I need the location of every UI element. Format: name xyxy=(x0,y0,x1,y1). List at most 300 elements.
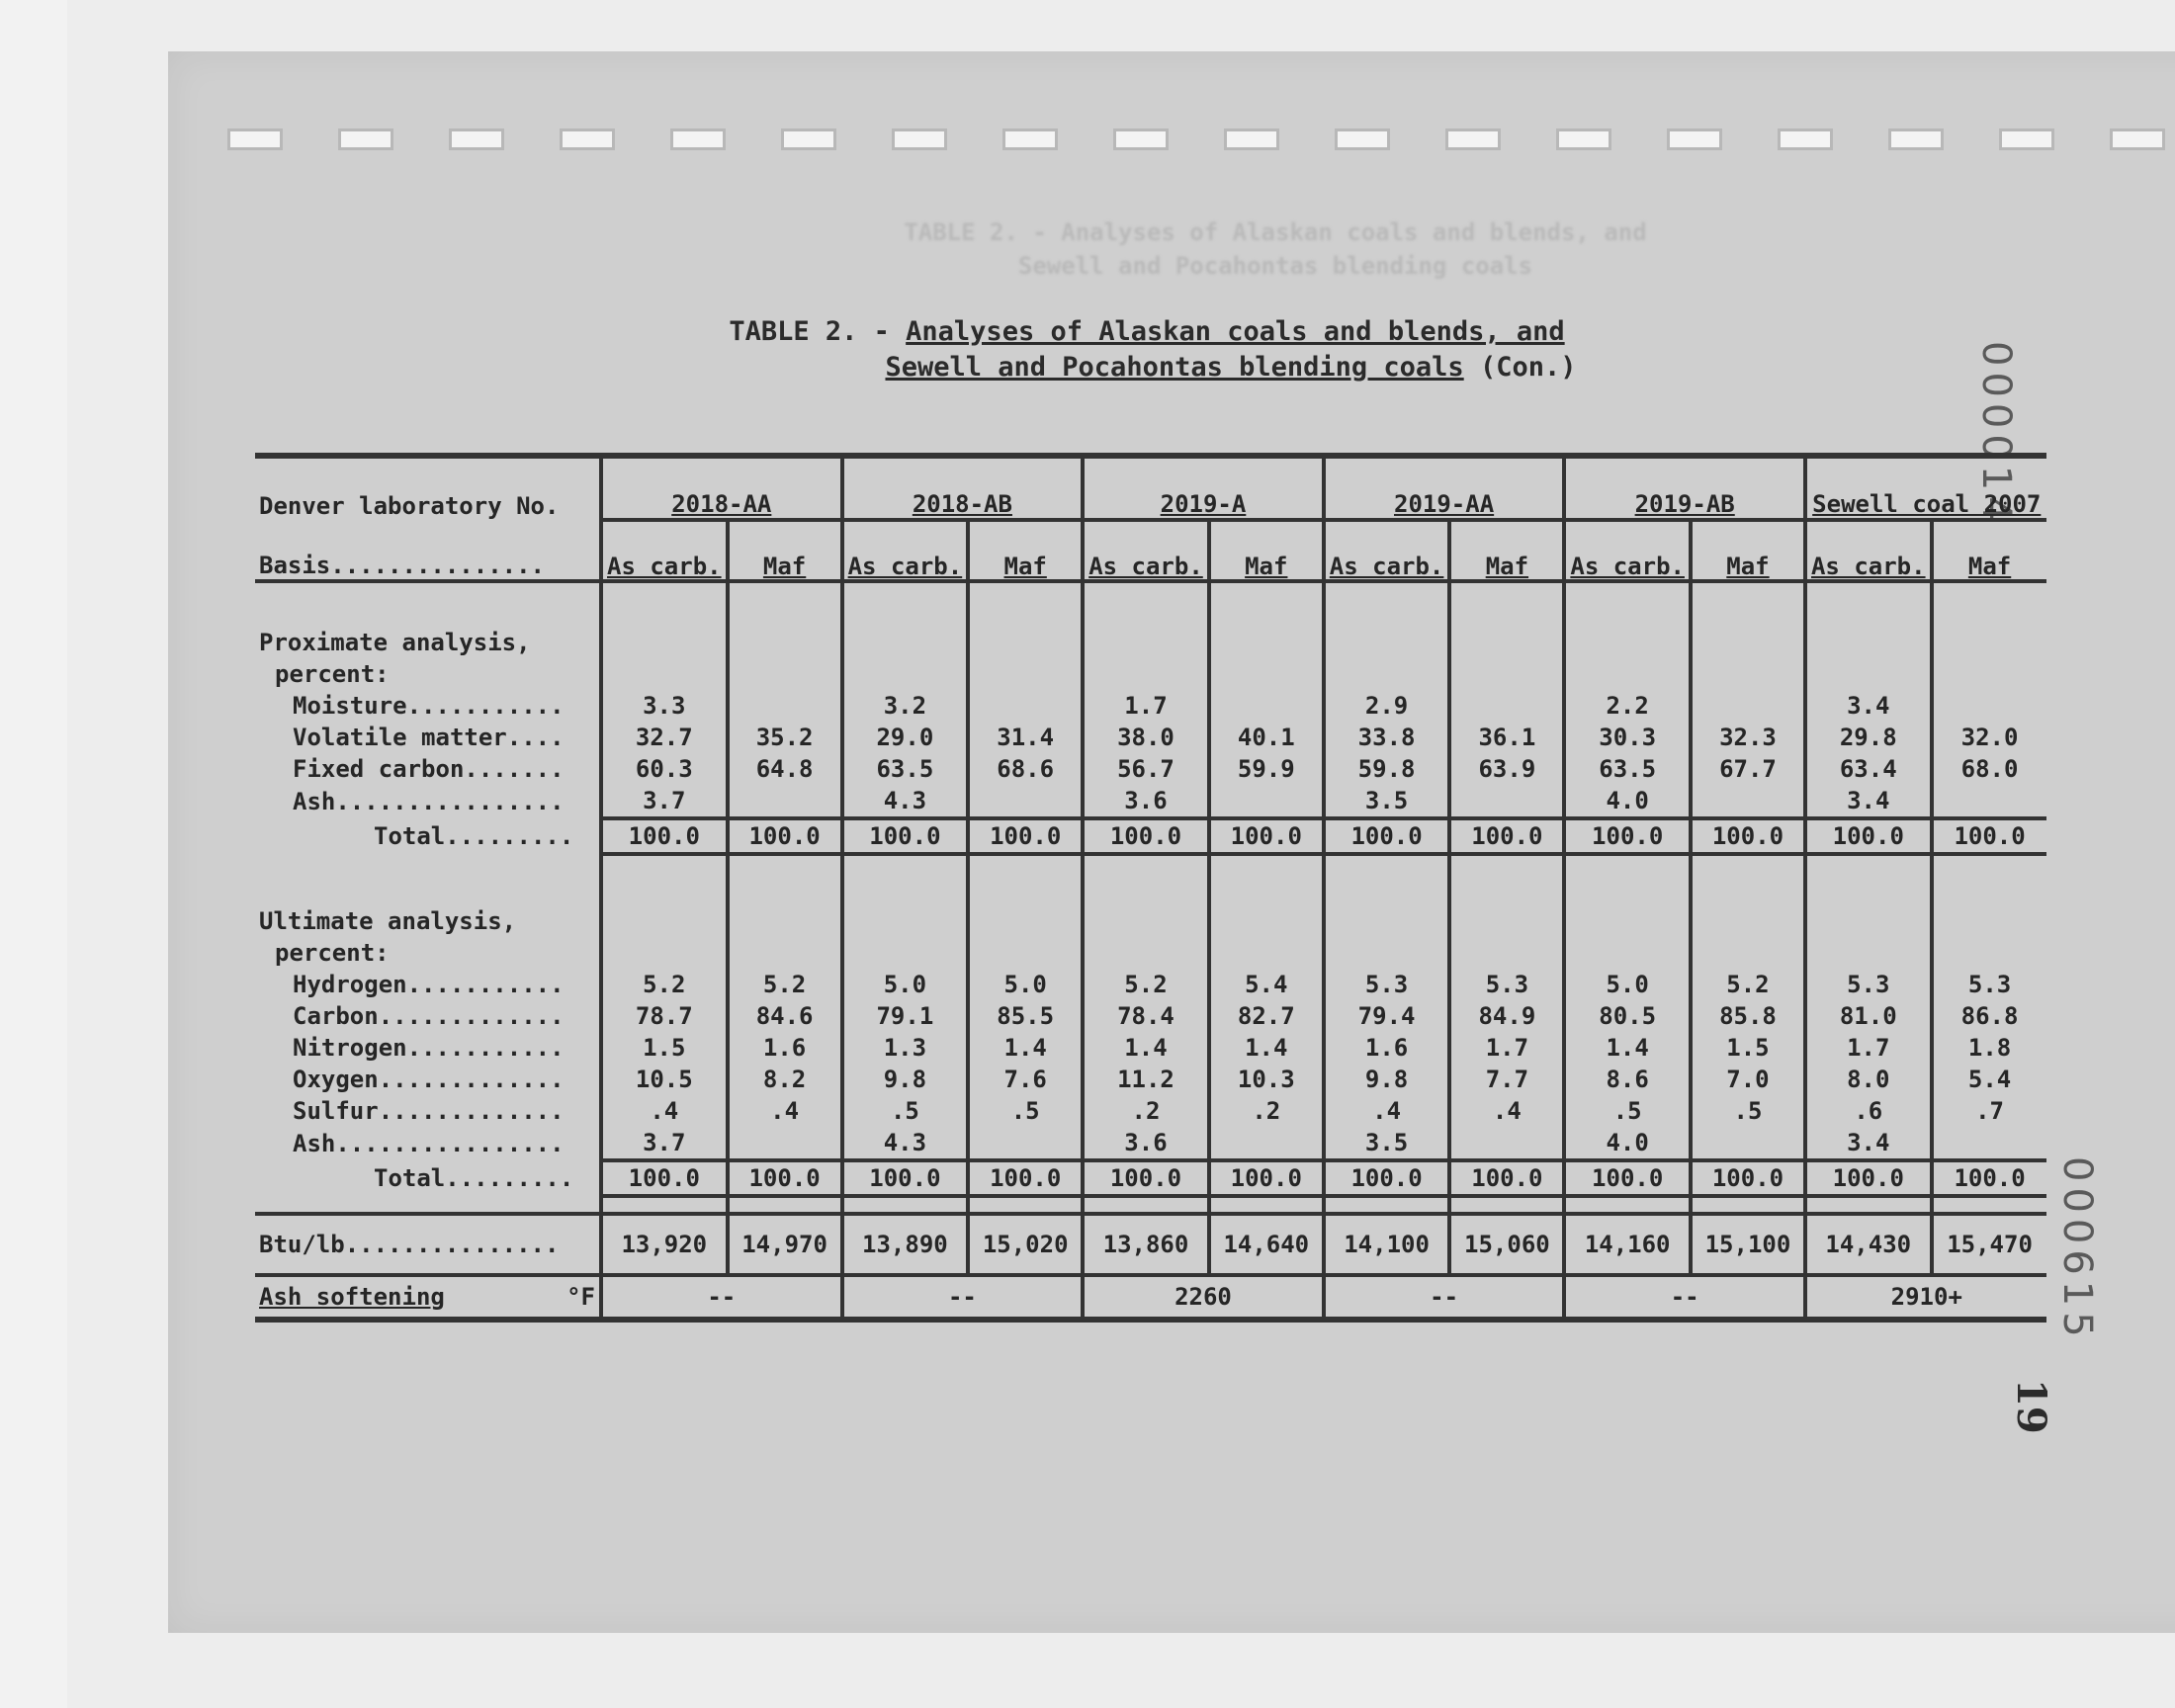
value-cell: 5.4 xyxy=(1932,1064,2046,1095)
perforation-mark xyxy=(227,128,283,150)
value-cell: 36.1 xyxy=(1449,722,1564,753)
value-cell: 10.3 xyxy=(1209,1064,1324,1095)
ultimate-percent xyxy=(255,937,2046,969)
spacer-cell xyxy=(601,1196,728,1214)
perforation-mark xyxy=(1999,128,2054,150)
spacer-cell xyxy=(1691,1196,1805,1214)
spacer-row xyxy=(255,854,2046,905)
btu-value-cell: 14,970 xyxy=(728,1214,842,1275)
spacer-cell xyxy=(601,581,728,627)
value-cell xyxy=(1691,690,1805,722)
spacer-cell xyxy=(1209,905,1324,937)
value-cell: 3.7 xyxy=(601,1127,728,1160)
header-row-lab-no xyxy=(255,456,2046,520)
spacer-cell xyxy=(1932,658,2046,690)
spacer-cell xyxy=(1805,905,1932,937)
ash-softening-value: -- xyxy=(1324,1275,1565,1320)
title-line-1: Analyses of Alaskan coals and blends, and xyxy=(906,316,1565,347)
spacer-cell xyxy=(842,627,969,658)
proximate-row-label: Volatile matter.... xyxy=(293,724,565,751)
perforation-mark xyxy=(1667,128,1722,150)
perforation-mark xyxy=(781,128,836,150)
total-value-cell: 100.0 xyxy=(1083,1160,1209,1196)
proximate-row xyxy=(255,690,2046,722)
spacer-cell xyxy=(968,905,1083,937)
spacer-cell xyxy=(1209,581,1324,627)
proximate-percent xyxy=(255,658,2046,690)
spacer-cell xyxy=(728,627,842,658)
value-cell: 9.8 xyxy=(1324,1064,1450,1095)
btu-label: Btu/lb............... xyxy=(255,1214,601,1275)
perforation-mark xyxy=(1002,128,1058,150)
lab-no-label: Denver laboratory No. xyxy=(259,492,560,520)
spacer-cell xyxy=(1209,937,1324,969)
ultimate-row xyxy=(255,1095,2046,1127)
spacer-cell xyxy=(1805,581,1932,627)
spacer-cell xyxy=(1564,1196,1691,1214)
value-cell: 4.3 xyxy=(842,785,969,818)
ash-softening-value: 2910+ xyxy=(1805,1275,2046,1320)
value-cell: 85.5 xyxy=(968,1000,1083,1032)
basis-as-carb-header: As carb. xyxy=(1083,520,1209,581)
spacer-cell xyxy=(1209,627,1324,658)
value-cell: 5.3 xyxy=(1932,969,2046,1000)
value-cell: 9.8 xyxy=(842,1064,969,1095)
value-cell: 1.4 xyxy=(1564,1032,1691,1064)
value-cell: 63.5 xyxy=(842,753,969,785)
value-cell: 2.9 xyxy=(1324,690,1450,722)
spacer-cell xyxy=(1324,905,1450,937)
value-cell: .4 xyxy=(1324,1095,1450,1127)
spacer-cell xyxy=(1564,658,1691,690)
page-number: 19 xyxy=(2008,1379,2054,1434)
spacer-cell xyxy=(842,905,969,937)
spacer-cell xyxy=(1083,854,1209,905)
value-cell: 59.9 xyxy=(1209,753,1324,785)
value-cell: 84.6 xyxy=(728,1000,842,1032)
value-cell: 3.4 xyxy=(1805,1127,1932,1160)
spacer-cell xyxy=(601,854,728,905)
spacer-cell xyxy=(1324,581,1450,627)
value-cell xyxy=(1932,1127,2046,1160)
spacer-cell xyxy=(842,581,969,627)
btu-value-cell: 14,640 xyxy=(1209,1214,1324,1275)
spacer-cell xyxy=(1449,658,1564,690)
proximate-heading-label: Proximate analysis, xyxy=(259,629,531,656)
spacer-cell xyxy=(728,581,842,627)
spacer-cell xyxy=(255,581,601,627)
value-cell: 40.1 xyxy=(1209,722,1324,753)
value-cell xyxy=(1932,785,2046,818)
value-cell xyxy=(968,785,1083,818)
value-cell xyxy=(968,690,1083,722)
basis-maf-header: Maf xyxy=(968,520,1083,581)
total-value-cell: 100.0 xyxy=(728,818,842,854)
spacer-cell xyxy=(601,905,728,937)
total-value-cell: 100.0 xyxy=(1805,1160,1932,1196)
value-cell: 79.1 xyxy=(842,1000,969,1032)
btu-value-cell: 13,890 xyxy=(842,1214,969,1275)
basis-maf-header: Maf xyxy=(1932,520,2046,581)
sample-id-header: 2019-AA xyxy=(1324,456,1565,520)
spacer-cell xyxy=(1805,854,1932,905)
spacer-cell xyxy=(1805,937,1932,969)
value-cell: 68.6 xyxy=(968,753,1083,785)
value-cell: 5.2 xyxy=(728,969,842,1000)
spacer-cell xyxy=(968,658,1083,690)
value-cell: 5.0 xyxy=(968,969,1083,1000)
spacer-cell xyxy=(1083,1196,1209,1214)
spacer-cell xyxy=(842,854,969,905)
spacer-cell xyxy=(1324,627,1450,658)
spacer-cell xyxy=(1805,658,1932,690)
value-cell: 1.5 xyxy=(601,1032,728,1064)
spacer-cell xyxy=(1449,1196,1564,1214)
value-cell: 3.4 xyxy=(1805,690,1932,722)
value-cell: 3.6 xyxy=(1083,1127,1209,1160)
spacer-cell xyxy=(1324,658,1450,690)
value-cell: 1.5 xyxy=(1691,1032,1805,1064)
spacer-cell xyxy=(1083,627,1209,658)
value-cell: 3.3 xyxy=(601,690,728,722)
perforation-mark xyxy=(670,128,726,150)
basis-as-carb-header: As carb. xyxy=(601,520,728,581)
spacer-cell xyxy=(728,1196,842,1214)
spacer-cell xyxy=(1932,1196,2046,1214)
value-cell: 85.8 xyxy=(1691,1000,1805,1032)
value-cell: 1.7 xyxy=(1449,1032,1564,1064)
total-value-cell: 100.0 xyxy=(1209,818,1324,854)
header-row-basis xyxy=(255,520,2046,581)
value-cell: 63.9 xyxy=(1449,753,1564,785)
basis-as-carb-header: As carb. xyxy=(1324,520,1450,581)
basis-maf-header: Maf xyxy=(1449,520,1564,581)
ultimate-percent-label: percent: xyxy=(275,939,390,967)
total-value-cell: 100.0 xyxy=(842,1160,969,1196)
ultimate-heading xyxy=(255,905,2046,937)
spacer-cell xyxy=(842,937,969,969)
spacer-cell xyxy=(1564,854,1691,905)
spacer-cell xyxy=(1932,937,2046,969)
spacer-cell xyxy=(255,854,601,905)
value-cell: 1.8 xyxy=(1932,1032,2046,1064)
spacer-cell xyxy=(728,854,842,905)
btu-value-cell: 14,430 xyxy=(1805,1214,1932,1275)
ash-softening-label-cell xyxy=(255,1275,601,1320)
total-value-cell: 100.0 xyxy=(1564,1160,1691,1196)
value-cell: 1.6 xyxy=(728,1032,842,1064)
value-cell: 5.0 xyxy=(842,969,969,1000)
value-cell xyxy=(1449,690,1564,722)
value-cell: .5 xyxy=(1691,1095,1805,1127)
total-value-cell: 100.0 xyxy=(1449,1160,1564,1196)
spacer-row xyxy=(255,1196,2046,1214)
spacer-cell xyxy=(1324,937,1450,969)
value-cell xyxy=(728,1127,842,1160)
spacer-cell xyxy=(1691,937,1805,969)
value-cell: 79.4 xyxy=(1324,1000,1450,1032)
ultimate-row-label: Nitrogen........... xyxy=(293,1034,565,1062)
perforation-mark xyxy=(1113,128,1169,150)
sample-id-header: 2018-AB xyxy=(842,456,1084,520)
spacer-cell xyxy=(1932,581,2046,627)
spacer-cell xyxy=(1691,905,1805,937)
value-cell: 5.4 xyxy=(1209,969,1324,1000)
spacer-cell xyxy=(1691,658,1805,690)
value-cell: 38.0 xyxy=(1083,722,1209,753)
bleed-through-line: TABLE 2. - Analyses of Alaskan coals and blends, and xyxy=(904,218,1647,246)
spacer-cell xyxy=(728,937,842,969)
value-cell: 8.0 xyxy=(1805,1064,1932,1095)
spacer-cell xyxy=(255,1196,601,1214)
spacer-cell xyxy=(1449,627,1564,658)
spacer-cell xyxy=(1083,581,1209,627)
value-cell xyxy=(1209,785,1324,818)
ultimate-row-label: Hydrogen........... xyxy=(293,971,565,998)
value-cell: 2.2 xyxy=(1564,690,1691,722)
spacer-cell xyxy=(1564,905,1691,937)
value-cell: 1.6 xyxy=(1324,1032,1450,1064)
proximate-row-label: Ash................ xyxy=(293,788,565,815)
value-cell: 63.5 xyxy=(1564,753,1691,785)
value-cell: 86.8 xyxy=(1932,1000,2046,1032)
basis-as-carb-header: As carb. xyxy=(1564,520,1691,581)
ultimate-row xyxy=(255,1064,2046,1095)
perforation-mark xyxy=(892,128,947,150)
btu-value-cell: 15,470 xyxy=(1932,1214,2046,1275)
value-cell: .4 xyxy=(1449,1095,1564,1127)
value-cell: 1.7 xyxy=(1805,1032,1932,1064)
perforation-mark xyxy=(1445,128,1501,150)
btu-value-cell: 15,060 xyxy=(1449,1214,1564,1275)
perforation-mark xyxy=(449,128,504,150)
spacer-cell xyxy=(842,1196,969,1214)
spacer-cell xyxy=(968,854,1083,905)
spacer-cell xyxy=(601,937,728,969)
spacer-cell xyxy=(1449,854,1564,905)
value-cell: .2 xyxy=(1083,1095,1209,1127)
spacer-cell xyxy=(1932,854,2046,905)
value-cell: 31.4 xyxy=(968,722,1083,753)
total-value-cell: 100.0 xyxy=(1691,818,1805,854)
value-cell: 1.4 xyxy=(968,1032,1083,1064)
spacer-cell xyxy=(1564,581,1691,627)
btu-value-cell: 15,100 xyxy=(1691,1214,1805,1275)
total-value-cell: 100.0 xyxy=(1324,1160,1450,1196)
value-cell xyxy=(1691,785,1805,818)
basis-maf-header: Maf xyxy=(1691,520,1805,581)
value-cell: 3.5 xyxy=(1324,785,1450,818)
title-continued: (Con.) xyxy=(1479,352,1577,383)
coal-analysis-table xyxy=(255,453,2046,1323)
value-cell: .5 xyxy=(1564,1095,1691,1127)
value-cell: 78.4 xyxy=(1083,1000,1209,1032)
spacer-cell xyxy=(1449,937,1564,969)
sample-id-header: Sewell coal 2007 xyxy=(1805,456,2046,520)
value-cell: 1.4 xyxy=(1209,1032,1324,1064)
value-cell: 35.2 xyxy=(728,722,842,753)
spacer-cell xyxy=(1805,627,1932,658)
value-cell: 82.7 xyxy=(1209,1000,1324,1032)
value-cell xyxy=(1691,1127,1805,1160)
ultimate-row xyxy=(255,1032,2046,1064)
value-cell xyxy=(1932,690,2046,722)
spacer-cell xyxy=(1449,905,1564,937)
perforation-mark xyxy=(1888,128,1944,150)
spacer-cell xyxy=(1932,905,2046,937)
sample-id-header: 2019-AB xyxy=(1564,456,1805,520)
total-value-cell: 100.0 xyxy=(1691,1160,1805,1196)
value-cell: 60.3 xyxy=(601,753,728,785)
spacer-cell xyxy=(1564,627,1691,658)
spacer-cell xyxy=(1564,937,1691,969)
btu-value-cell: 13,860 xyxy=(1083,1214,1209,1275)
spacer-cell xyxy=(1083,905,1209,937)
ultimate-row xyxy=(255,1127,2046,1160)
proximate-row-label: Fixed carbon....... xyxy=(293,755,565,783)
basis-maf-header: Maf xyxy=(728,520,842,581)
value-cell: .2 xyxy=(1209,1095,1324,1127)
proximate-percent-label: percent: xyxy=(275,660,390,688)
value-cell: 5.2 xyxy=(1691,969,1805,1000)
ultimate-row-label: Carbon............. xyxy=(293,1002,565,1030)
value-cell: 3.7 xyxy=(601,785,728,818)
stamp-top: 000014 xyxy=(1973,341,2019,528)
value-cell: 5.2 xyxy=(601,969,728,1000)
btu-row xyxy=(255,1214,2046,1275)
spacer-cell xyxy=(1209,1196,1324,1214)
value-cell: 7.6 xyxy=(968,1064,1083,1095)
total-value-cell: 100.0 xyxy=(1805,818,1932,854)
spacer-cell xyxy=(1691,627,1805,658)
value-cell: 81.0 xyxy=(1805,1000,1932,1032)
total-value-cell: 100.0 xyxy=(1932,818,2046,854)
value-cell: 3.6 xyxy=(1083,785,1209,818)
total-value-cell: 100.0 xyxy=(1083,818,1209,854)
value-cell: 63.4 xyxy=(1805,753,1932,785)
spacer-cell xyxy=(1691,581,1805,627)
total-value-cell: 100.0 xyxy=(968,1160,1083,1196)
value-cell: .4 xyxy=(728,1095,842,1127)
spacer-cell xyxy=(1805,1196,1932,1214)
value-cell: 5.3 xyxy=(1324,969,1450,1000)
value-cell: .4 xyxy=(601,1095,728,1127)
value-cell: 7.7 xyxy=(1449,1064,1564,1095)
value-cell: .5 xyxy=(968,1095,1083,1127)
value-cell: 5.3 xyxy=(1805,969,1932,1000)
value-cell: 78.7 xyxy=(601,1000,728,1032)
table-number: TABLE 2. - xyxy=(729,316,907,347)
title-line-2: Sewell and Pocahontas blending coals xyxy=(885,352,1464,383)
value-cell: 59.8 xyxy=(1324,753,1450,785)
spacer-cell xyxy=(1083,937,1209,969)
total-value-cell: 100.0 xyxy=(968,818,1083,854)
bleed-through-line: Sewell and Pocahontas blending coals xyxy=(1017,252,1533,280)
value-cell: 8.2 xyxy=(728,1064,842,1095)
btu-value-cell: 14,100 xyxy=(1324,1214,1450,1275)
value-cell: 8.6 xyxy=(1564,1064,1691,1095)
ash-softening-value: -- xyxy=(842,1275,1084,1320)
total-value-cell: 100.0 xyxy=(842,818,969,854)
proximate-heading xyxy=(255,627,2046,658)
value-cell xyxy=(728,690,842,722)
spacer-cell xyxy=(1324,854,1450,905)
ultimate-row xyxy=(255,969,2046,1000)
ultimate-row-label: Ash................ xyxy=(293,1130,565,1157)
value-cell: 32.7 xyxy=(601,722,728,753)
proximate-row xyxy=(255,753,2046,785)
value-cell: 80.5 xyxy=(1564,1000,1691,1032)
ash-softening-row xyxy=(255,1275,2046,1320)
value-cell: 11.2 xyxy=(1083,1064,1209,1095)
value-cell: 33.8 xyxy=(1324,722,1450,753)
value-cell: 3.4 xyxy=(1805,785,1932,818)
total-value-cell: 100.0 xyxy=(601,818,728,854)
value-cell: 56.7 xyxy=(1083,753,1209,785)
total-value-cell: 100.0 xyxy=(1449,818,1564,854)
spacer-cell xyxy=(728,905,842,937)
spacer-cell xyxy=(1209,854,1324,905)
value-cell: 1.7 xyxy=(1083,690,1209,722)
value-cell: 4.3 xyxy=(842,1127,969,1160)
degrees-f-unit: °F xyxy=(566,1283,595,1311)
total-value-cell: 100.0 xyxy=(1209,1160,1324,1196)
value-cell: 29.0 xyxy=(842,722,969,753)
perforation-mark xyxy=(338,128,393,150)
total-value-cell: 100.0 xyxy=(1932,1160,2046,1196)
spacer-cell xyxy=(1932,627,2046,658)
ash-softening-value: 2260 xyxy=(1083,1275,1324,1320)
ash-softening-value: -- xyxy=(601,1275,842,1320)
spacer-cell xyxy=(1691,854,1805,905)
proximate-total-label: Total......... xyxy=(374,822,574,850)
total-value-cell: 100.0 xyxy=(1564,818,1691,854)
value-cell: 64.8 xyxy=(728,753,842,785)
btu-value-cell: 15,020 xyxy=(968,1214,1083,1275)
value-cell: 32.3 xyxy=(1691,722,1805,753)
value-cell: 7.0 xyxy=(1691,1064,1805,1095)
basis-as-carb-header: As carb. xyxy=(842,520,969,581)
ultimate-row xyxy=(255,1000,2046,1032)
proximate-row xyxy=(255,722,2046,753)
ash-softening-value: -- xyxy=(1564,1275,1805,1320)
value-cell: 67.7 xyxy=(1691,753,1805,785)
perforation-mark xyxy=(2110,128,2165,150)
table-title xyxy=(554,314,1740,385)
value-cell xyxy=(728,785,842,818)
spacer-cell xyxy=(968,627,1083,658)
total-value-cell: 100.0 xyxy=(728,1160,842,1196)
value-cell: 1.4 xyxy=(1083,1032,1209,1064)
total-value-cell: 100.0 xyxy=(601,1160,728,1196)
bleed-through-text xyxy=(534,215,2017,283)
value-cell: 4.0 xyxy=(1564,1127,1691,1160)
proximate-total-row xyxy=(255,818,2046,854)
value-cell: 5.2 xyxy=(1083,969,1209,1000)
value-cell: .5 xyxy=(842,1095,969,1127)
basis-label: Basis............... xyxy=(255,520,601,581)
perforation-mark xyxy=(560,128,615,150)
total-value-cell: 100.0 xyxy=(1324,818,1450,854)
value-cell: 1.3 xyxy=(842,1032,969,1064)
spacer-cell xyxy=(968,1196,1083,1214)
spacer-cell xyxy=(1324,1196,1450,1214)
value-cell xyxy=(1449,1127,1564,1160)
ultimate-total-label: Total......... xyxy=(374,1164,574,1192)
spacer-cell xyxy=(1449,581,1564,627)
spacer-cell xyxy=(968,581,1083,627)
proximate-row xyxy=(255,785,2046,818)
